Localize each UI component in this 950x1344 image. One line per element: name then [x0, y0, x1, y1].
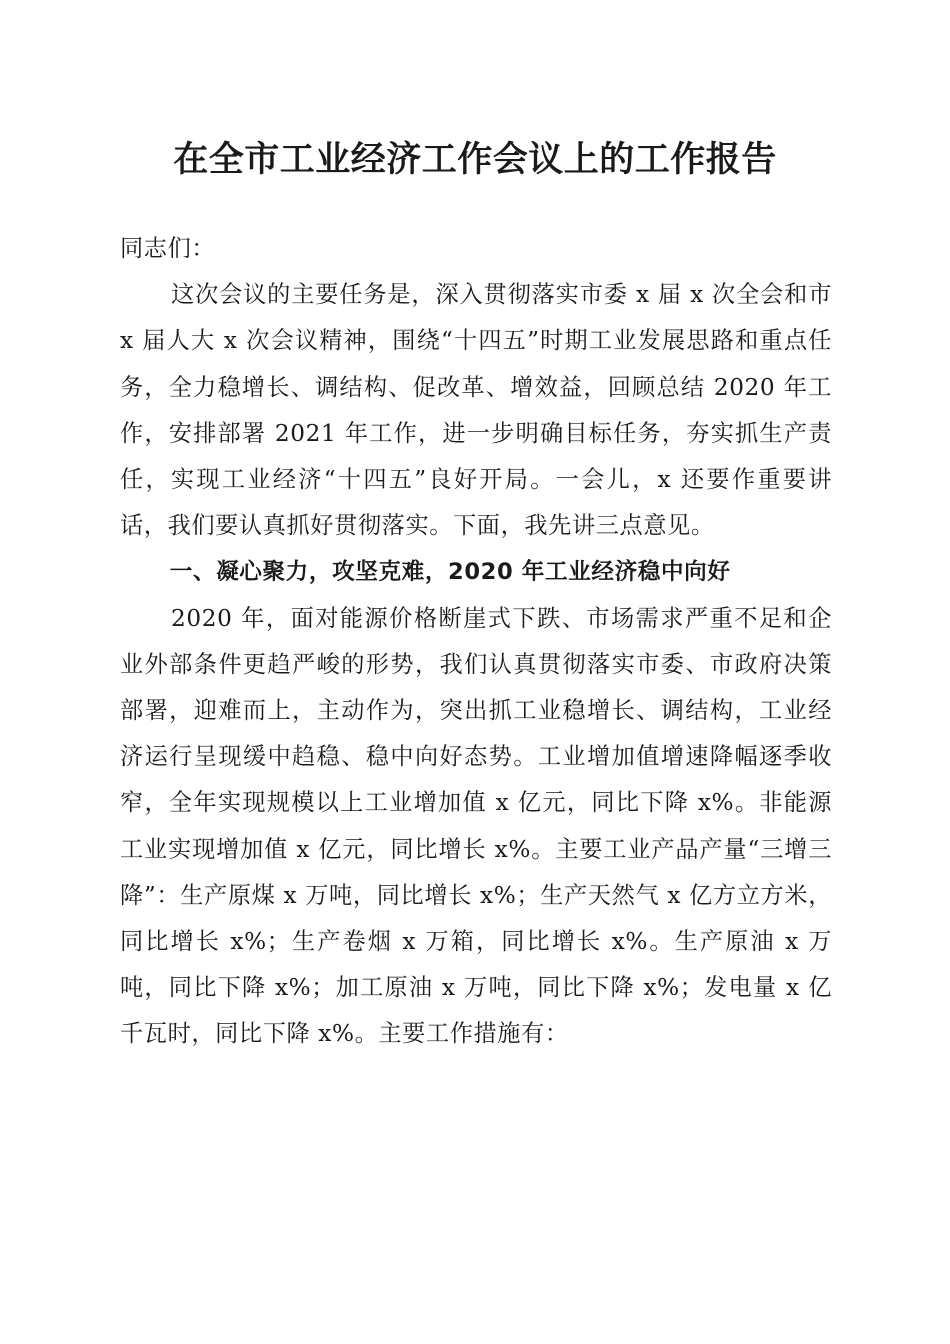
- salutation: 同志们：: [120, 235, 216, 262]
- section-heading-1: 一、凝心聚力，攻坚克难，2020 年工业经济稳中向好: [169, 559, 731, 586]
- document-body: [120, 226, 832, 1058]
- document-title: 在全市工业经济工作会议上的工作报告: [173, 139, 777, 180]
- intro-paragraph: 这次会议的主要任务是，深入贯彻落实市委 x 届 x 次全会和市 x 届人大 x 次会议精神，围绕“十四五”时期工业发展思路和重点任务，全力稳增长、调结构、促改革、增效益，回顾总结 2020 年工作，安排部署 2021 年工作，进一步明确目标任务，夯实抓生产责任，实现工业经济“十四五”良好开局。一会儿，x 还要作重要讲话，我们要认真抓好贯彻落实。下面，我先讲三点意见。: [120, 281, 832, 540]
- section-1-paragraph: 2020 年，面对能源价格断崖式下跌、市场需求严重不足和企业外部条件更趋严峻的形势，我们认真贯彻落实市委、市政府决策部署，迎难而上，主动作为，突出抓工业稳增长、调结构，工业经济运行呈现缓中趋稳、稳中向好态势。工业增加值增速降幅逐季收窄，全年实现规模以上工业增加值 x 亿元，同比下降 x%。非能源工业实现增加值 x 亿元，同比增长 x%。主要工业产品产量“三增三降”：生产原煤 x 万吨，同比增长 x%；生产天然气 x 亿方立方米，同比增长 x%；生产卷烟 x 万箱，同比增长 x%。生产原油 x 万吨，同比下降 x%；加工原油 x 万吨，同比下降 x%；发电量 x 亿千瓦时，同比下降 x%。主要工作措施有：: [120, 604, 832, 1048]
